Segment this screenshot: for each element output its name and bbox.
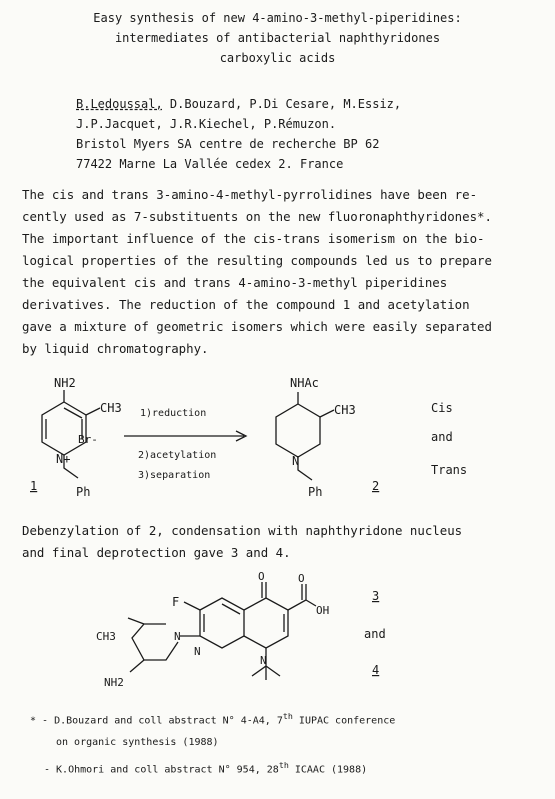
author-line-2: J.P.Jacquet, J.R.Kiechel, P.Rémuzon. [76,117,337,131]
reactant-methyl-label: CH3 [100,401,122,415]
amine-label: NH2 [104,676,124,689]
product-phenyl-label: Ph [308,485,323,499]
compounds-and: and [364,627,386,641]
footnote-text: IUPAC conference [292,715,396,727]
isomer-and: and [431,430,453,444]
co-authors: D.Bouzard, P.Di Cesare, M.Essiz, [162,97,402,111]
counterion-label: Br- [78,433,98,446]
product-methyl-label: CH3 [334,403,356,417]
title-line-3: carboxylic acids [219,51,336,65]
reaction-scheme-1 [0,370,555,510]
first-author: B.Ledoussal, [76,97,163,111]
title-line-2: intermediates of antibacterial naphthyridones [114,31,441,45]
compound-number-3: 3 [372,589,380,603]
paper-title [0,8,555,68]
abstract-line: The cis and trans 3-amino-4-methyl-pyrrolidines have been re- [22,187,478,202]
footnote-text: ICAAC (1988) [288,764,368,776]
reaction-arrow [124,431,246,441]
footnote-1-continued: on organic synthesis (1988) [56,737,219,749]
abstract-line: the equivalent cis and trans 4-amino-3-methyl piperidines [22,275,448,290]
piperidine-nitrogen-label: N [174,630,181,643]
piperidine-product-structure [276,392,334,480]
affiliation-line-2: 77422 Marne La Vallée cedex 2. France [76,157,344,171]
title-line-1: Easy synthesis of new 4-amino-3-methyl-piperidines: [93,11,462,25]
hydroxy-label: OH [316,604,330,617]
step-acetylation: 2)acetylation [138,450,217,461]
abstract-line: cently used as 7-substituents on the new fluoronaphthyridones*. [22,209,492,224]
abstract-line: derivatives. The reduction of the compound 1 and acetylation [22,297,470,312]
methyl-label: CH3 [96,630,116,643]
step-reduction: 1)reduction [140,408,207,419]
footnotes [30,705,530,782]
step-separation: 3)separation [138,470,211,481]
naphthyridone-structure [0,568,555,698]
acid-oxo-label: O [298,572,305,585]
paragraph-line: Debenzylation of 2, condensation with naphthyridone nucleus [22,523,463,538]
abstract-line: by liquid chromatography. [22,341,209,356]
affiliation-line-1: Bristol Myers SA centre de recherche BP 62 [76,137,380,151]
product-amide-label: NHAc [290,376,319,390]
isomer-cis: Cis [431,401,453,415]
ring-nitrogen-label: N [260,654,267,667]
product-nitrogen-label: N [292,454,300,468]
compound-number-2: 2 [372,479,380,493]
footnote-1 [30,705,530,732]
footnote-text: - K.Ohmori and coll abstract N° 954, 28 [44,764,279,776]
abstract-line: logical properties of the resulting compounds led us to prepare [22,253,492,268]
oxo-label: O [258,570,265,583]
abstract-line: gave a mixture of geometric isomers which were easily separated [22,319,492,334]
author-block [76,94,401,174]
paragraph-line: and final deprotection gave 3 and 4. [22,545,291,560]
abstract-paragraph [22,184,542,360]
reactant-phenyl-label: Ph [76,485,91,499]
footnote-superscript: th [278,760,289,771]
abstract-line: The important influence of the cis-trans isomerism on the bio- [22,231,485,246]
reactant-nitrogen-label: N+ [56,452,71,466]
fluoro-label: F [172,595,180,609]
isomer-trans: Trans [431,463,468,477]
author-line-1 [76,94,401,114]
naphthyridone-rings [128,582,316,680]
ring-nitrogen-label: N [194,645,201,658]
deprotection-paragraph [22,520,542,564]
reactant-amine-label: NH2 [54,376,76,390]
footnote-superscript: th [282,711,293,721]
compound-number-4: 4 [372,663,380,677]
compound-number-1: 1 [30,479,38,493]
footnote-text: * - D.Bouzard and coll abstract N° 4-A4, 7 [30,715,283,727]
footnote-2 [30,754,530,781]
